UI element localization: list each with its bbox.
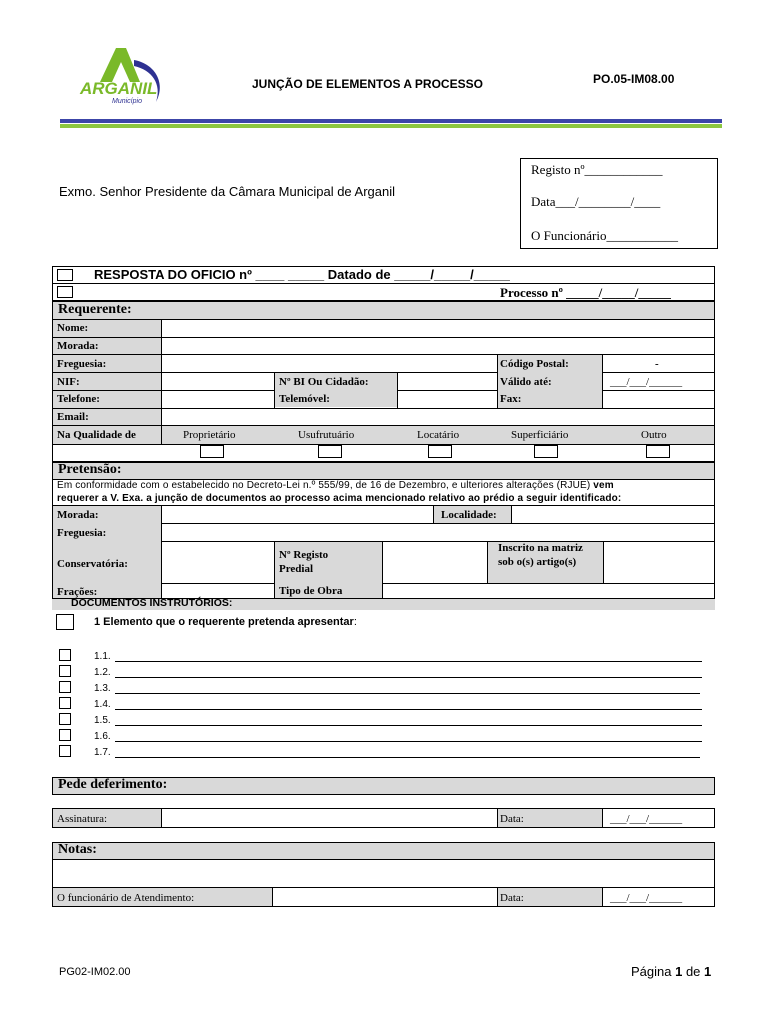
pretensao-header xyxy=(53,463,714,479)
processo-label: Processo nº _____/_____/_____ xyxy=(500,285,671,300)
notas-data-input[interactable]: ___/___/______ xyxy=(610,892,683,904)
registo-field[interactable]: Registo nº____________ xyxy=(531,162,663,177)
item-checkbox[interactable] xyxy=(59,745,71,757)
pretensao-text-vem: vem xyxy=(590,480,614,491)
telefone-label: Telefone: xyxy=(57,393,100,405)
item-input[interactable] xyxy=(115,741,702,742)
registo-funcionario-field[interactable]: O Funcionário___________ xyxy=(531,228,678,243)
item-label: 1.4. xyxy=(94,699,111,710)
page-total: 1 xyxy=(704,964,712,979)
prop-morada-input[interactable] xyxy=(162,506,433,523)
item-input[interactable] xyxy=(115,677,702,678)
atendimento-label: O funcionário de Atendimento: xyxy=(57,892,195,904)
item-checkbox[interactable] xyxy=(59,681,71,693)
assinatura-input[interactable] xyxy=(162,809,497,827)
option-superficiario-label: Superficiário xyxy=(511,429,569,441)
col-line xyxy=(497,808,498,828)
deferimento-data-label: Data: xyxy=(500,813,524,825)
col-line xyxy=(433,505,434,523)
header-rule-green xyxy=(60,124,722,128)
bi-input[interactable] xyxy=(398,373,497,390)
freguesia-label: Freguesia: xyxy=(57,358,107,370)
nif-input[interactable] xyxy=(162,373,274,390)
logo-subtext: Município xyxy=(112,98,142,105)
fax-input[interactable] xyxy=(603,391,714,408)
conservatoria-label: Conservatória: xyxy=(57,558,128,570)
resposta-oficio-checkbox[interactable] xyxy=(57,269,73,281)
codigo-postal-input[interactable]: - xyxy=(655,358,659,370)
resposta-divider xyxy=(52,283,715,284)
item-label: 1.1. xyxy=(94,651,111,662)
nif-label: NIF: xyxy=(57,376,80,388)
elemento-label xyxy=(94,616,357,628)
registo-date-field[interactable]: Data___/________/____ xyxy=(531,194,661,209)
usufrutuario-checkbox[interactable] xyxy=(318,445,342,458)
localidade-label: Localidade: xyxy=(441,509,497,521)
item-checkbox[interactable] xyxy=(59,697,71,709)
elemento-label-text: 1 Elemento que o requerente pretenda apresentar xyxy=(94,616,354,628)
outro-checkbox[interactable] xyxy=(646,445,670,458)
option-outro-label: Outro xyxy=(641,429,667,441)
notas-title: Notas: xyxy=(58,842,97,857)
morada-label: Morada: xyxy=(57,340,99,352)
proprietario-checkbox[interactable] xyxy=(200,445,224,458)
tipo-obra-label: Tipo de Obra xyxy=(279,585,343,597)
fracoes-label: Frações: xyxy=(57,586,98,598)
pretensao-text-line1: Em conformidade com o estabelecido no Decreto-Lei n.º 555/99, de 16 de Dezembro, e ulteriores alterações (RJUE) xyxy=(57,480,591,491)
valido-label: Válido até: xyxy=(500,376,552,388)
documentos-title: DOCUMENTOS INSTRUTÓRIOS: xyxy=(71,597,233,609)
option-proprietario-label: Proprietário xyxy=(183,429,236,441)
option-locatario-label: Locatário xyxy=(417,429,460,441)
col-line xyxy=(602,808,603,828)
page-prefix: Página xyxy=(631,964,676,979)
page-current: 1 xyxy=(675,964,683,979)
fax-label: Fax: xyxy=(500,393,522,405)
assinatura-label: Assinatura: xyxy=(57,813,108,825)
freguesia-input[interactable] xyxy=(162,355,497,372)
prop-freguesia-label: Freguesia: xyxy=(57,527,107,539)
item-label: 1.6. xyxy=(94,731,111,742)
fracoes-input[interactable] xyxy=(162,584,274,598)
item-label: 1.7. xyxy=(94,747,111,758)
bi-label: Nº BI Ou Cidadão: xyxy=(279,376,369,388)
email-label: Email: xyxy=(57,411,89,423)
col-line xyxy=(487,541,488,583)
item-input[interactable] xyxy=(115,725,702,726)
processo-checkbox[interactable] xyxy=(57,286,73,298)
requerente-title: Requerente: xyxy=(58,302,132,317)
requerente-header xyxy=(53,302,714,319)
col-line xyxy=(274,541,275,599)
item-checkbox[interactable] xyxy=(59,665,71,677)
logo xyxy=(70,44,180,110)
prop-morada-label: Morada: xyxy=(57,509,99,521)
telefone-input[interactable] xyxy=(162,391,274,408)
page-number xyxy=(631,964,711,979)
notas-input[interactable] xyxy=(52,859,715,888)
valido-input[interactable]: ___/___/______ xyxy=(610,376,683,388)
elemento-label-colon: : xyxy=(353,616,357,628)
nome-label: Nome: xyxy=(57,322,89,334)
atendimento-input[interactable] xyxy=(273,888,497,906)
col-line xyxy=(602,887,603,907)
header-rule-blue xyxy=(60,119,722,123)
locatario-checkbox[interactable] xyxy=(428,445,452,458)
prop-freguesia-input[interactable] xyxy=(162,524,714,541)
codigo-postal-label: Código Postal: xyxy=(500,358,569,370)
option-usufrutuario-label: Usufrutuário xyxy=(298,429,355,441)
registo-predial-label: Nº Registo Predial xyxy=(279,549,329,575)
elemento-checkbox[interactable] xyxy=(56,614,74,630)
item-label: 1.5. xyxy=(94,715,111,726)
item-input[interactable] xyxy=(115,709,702,710)
qualidade-label: Na Qualidade de xyxy=(57,429,136,441)
superficiario-checkbox[interactable] xyxy=(534,445,558,458)
item-label: 1.2. xyxy=(94,667,111,678)
item-input[interactable] xyxy=(115,693,700,694)
col-line xyxy=(497,887,498,907)
inscrito-label: Inscrito na matriz sob o(s) artigo(s) xyxy=(498,542,583,568)
nome-input[interactable] xyxy=(162,320,714,337)
notas-header xyxy=(52,842,715,860)
telemovel-label: Telemóvel: xyxy=(279,393,330,405)
resposta-oficio-label: RESPOSTA DO OFICIO nº ____ _____ Datado de _____/_____/_____ xyxy=(94,267,510,282)
addressee: Exmo. Senhor Presidente da Câmara Municipal de Arganil xyxy=(59,184,396,199)
deferimento-title: Pede deferimento: xyxy=(58,777,168,792)
row-line xyxy=(52,444,715,445)
page-mid: de xyxy=(682,964,705,979)
item-checkbox[interactable] xyxy=(59,729,71,741)
registo-predial-input[interactable] xyxy=(383,542,487,583)
tipo-obra-input[interactable] xyxy=(383,584,714,598)
telemovel-input[interactable] xyxy=(398,391,497,408)
item-input[interactable] xyxy=(115,661,702,662)
footer-code: PG02-IM02.00 xyxy=(59,966,131,978)
document-title: JUNÇÃO DE ELEMENTOS A PROCESSO xyxy=(252,77,483,91)
inscrito-input[interactable] xyxy=(604,542,714,583)
conservatoria-input[interactable] xyxy=(162,542,274,583)
deferimento-data-input[interactable]: ___/___/______ xyxy=(610,813,683,825)
item-input[interactable] xyxy=(115,757,700,758)
localidade-input[interactable] xyxy=(512,506,714,523)
document-code: PO.05-IM08.00 xyxy=(593,72,675,86)
item-checkbox[interactable] xyxy=(59,713,71,725)
email-input[interactable] xyxy=(162,409,714,425)
pretensao-title: Pretensão: xyxy=(58,462,122,477)
item-label: 1.3. xyxy=(94,683,111,694)
morada-input[interactable] xyxy=(162,338,714,354)
item-checkbox[interactable] xyxy=(59,649,71,661)
notas-data-label: Data: xyxy=(500,892,524,904)
pretensao-text-line2: requerer a V. Exa. a junção de documentos ao processo acima mencionado relativo ao prédio a seguir identificado: xyxy=(57,492,622,504)
logo-text: ARGANIL xyxy=(80,79,158,98)
pretensao-text xyxy=(57,480,621,505)
